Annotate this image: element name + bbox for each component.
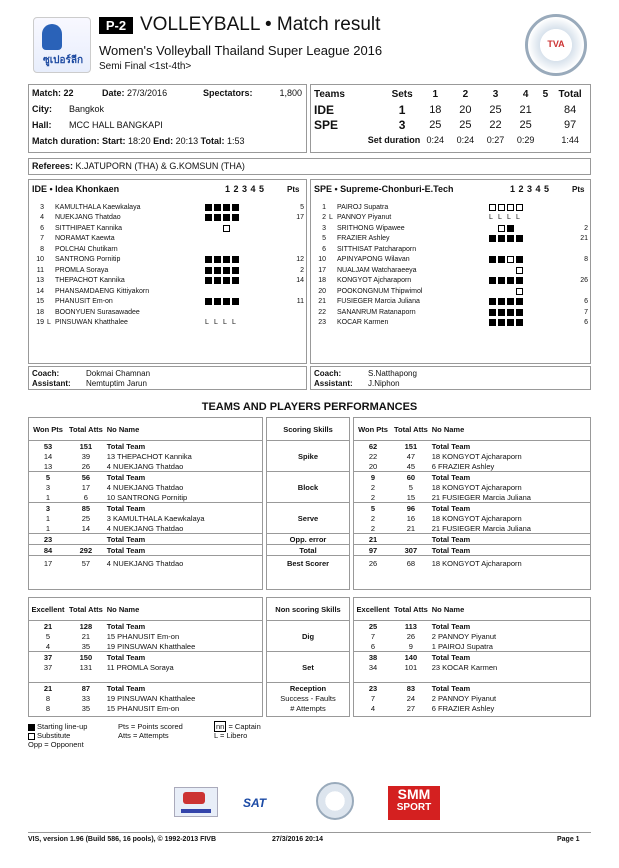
perf-row: 2 16 18 KONGYOT Ajcharaporn: [370, 513, 522, 523]
perf-row: 34 101 23 KOCAR Karmen: [368, 662, 498, 672]
perf-row: 2 21 21 FUSIEGER Marcia Juliana: [370, 523, 531, 533]
perf-row: 22 47 18 KONGYOT Ajcharaporn: [368, 451, 522, 461]
set-marks: [205, 276, 286, 287]
team-b-roster: [314, 202, 588, 328]
player-row: 1 PAIROJ Supatra: [314, 202, 588, 213]
perf-row: 38 140 Total Team: [354, 652, 590, 663]
set-marks: [489, 265, 570, 276]
perf-row: 3 85 Total Team: [29, 503, 262, 514]
team-a-name: IDE • Idea Khonkaen: [32, 184, 120, 194]
perf-row: 4 27 6 FRAZIER Ashley: [370, 703, 495, 713]
footer-page: Page 1: [557, 836, 580, 843]
player-row: 3 SRITHONG Wipawee 2: [322, 224, 588, 232]
player-row: 22 SANANRUM Ratanaporn 7: [318, 308, 588, 316]
perf-row: 1 14 4 NUEKJANG Thatdao: [45, 523, 184, 533]
legend: Starting line-up Substitute Opp = Opponent: [28, 722, 88, 749]
perf-row: 5 96 Total Team: [354, 503, 590, 514]
perf-row: 7 24 2 PANNOY Piyanut: [370, 693, 497, 703]
city: Bangkok: [69, 104, 105, 114]
set-marks: [489, 202, 570, 213]
perf-row: 2 5 18 KONGYOT Ajcharaporn: [370, 482, 522, 492]
scoring-skills: Scoring Skills Spike Block Serve Opp. error Total Best Scorer: [266, 417, 350, 590]
perf-row: 37 150 Total Team: [29, 652, 262, 663]
performance-title: TEAMS AND PLAYERS PERFORMANCES: [201, 401, 418, 413]
sponsor-logo-3: [316, 782, 354, 820]
set-marks: [205, 244, 286, 255]
referees-box: Referees: K.JATUPORN (THA) & G.KOMSUN (THA): [28, 158, 591, 175]
perf-row: 5 56 Total Team: [29, 472, 262, 483]
player-row: 13 THEPACHOT Kannika 14: [36, 277, 304, 285]
perf-row: 20 45 6 FRAZIER Ashley: [368, 461, 495, 471]
logo-text: ซูเปอร์ลีก: [42, 55, 84, 66]
set-marks: [489, 286, 570, 297]
league-logo: [33, 17, 91, 73]
set-marks: [205, 234, 286, 245]
set-marks: [489, 244, 570, 255]
perf-row: [354, 672, 590, 683]
player-row: 10 APINYAPONG Wilavan 8: [318, 256, 588, 264]
league-name: Women's Volleyball Thailand Super League 2016: [99, 43, 383, 58]
set-marks: [205, 265, 286, 276]
hall: MCC HALL BANGKAPI: [69, 120, 163, 130]
player-row: 6 SITTHISAT Patcharaporn: [314, 244, 588, 255]
perf-row: 23 83 Total Team: [354, 683, 590, 694]
team-b-name: SPE • Supreme-Chonburi-E.Tech: [314, 184, 454, 194]
perf-row: 25 113 Total Team: [354, 621, 590, 632]
spectators: 1,800: [279, 88, 302, 98]
perf-row: [29, 672, 262, 683]
player-row: 14 PHANSAMDAENG Kittiyakorn: [32, 286, 304, 297]
player-row: 20 POOKONGNUM Thipwimol: [314, 286, 588, 297]
sponsor-logo-4: SMM SPORT: [388, 786, 440, 820]
player-row: 2 L PANNOY Piyanut L L L L: [314, 213, 588, 224]
set-marks: [205, 286, 286, 297]
perf-row: 6 9 1 PAIROJ Supatra: [370, 641, 493, 651]
player-row: 17 NUALJAM Watcharaeeya: [314, 265, 588, 276]
match-number: 22: [63, 88, 74, 98]
set-marks: [489, 276, 570, 287]
perf-row: 4 35 19 PINSUWAN Khatthalee: [45, 641, 196, 651]
perf-row: 2 15 21 FUSIEGER Marcia Juliana: [370, 492, 531, 502]
stage-name: Semi Final <1st-4th>: [99, 61, 192, 72]
perf-row: 1 6 10 SANTRONG Pornitip: [45, 492, 188, 502]
nonscoring-skills: Non scoring Skills Dig Set Reception Success - Faults # Attempts: [266, 597, 350, 717]
set-marks: [489, 234, 570, 245]
team-a-staff: Coach: Dokmai Chamnan Assistant: Nemtuptim Jarun: [28, 366, 307, 390]
set-marks: [489, 318, 570, 329]
team-b-box: SPE • Supreme-Chonburi-E.Tech 1 2 3 4 5 Pts 1 PAIROJ Supatra 2 L PANNOY Piyanut L L L L 3 SRITHONG Wipawee 2 5 FRAZIER Ashley 21 6 SITTHISAT Patcharaporn 10 APINYAPONG Wilavan 8 17 NUALJAM Watcharaeeya 18 KONGYOT Ajcharaporn 26 20 POOKONGNUM Thipwimol 21 FUSIEGER Marcia Juliana 6 22 SANANRUM Ratanaporn 7 23 KOCAR Karmen 6: [310, 179, 591, 364]
score-table: Teams Sets 1 2 3 4 5 Total IDE 1 18 20 25 21 84 SPE 3 25 25 22 25 97 Set duration 0:24 0:24 0:27 0:29 1:44: [314, 89, 582, 145]
perf-row: 13 26 4 NUEKJANG Thatdao: [43, 461, 184, 471]
set-marks: [205, 297, 286, 308]
player-row: 18 KONGYOT Ajcharaporn 26: [318, 277, 588, 285]
page-tag: P-2: [99, 17, 133, 34]
player-row: 15 PHANUSIT Em-on 11: [36, 298, 304, 306]
player-row: 4 NUEKJANG Thatdao 17: [40, 214, 304, 222]
player-row: 11 PROMLA Soraya 2: [36, 266, 304, 274]
perf-row: 1 25 3 KAMULTHALA Kaewkalaya: [45, 513, 205, 523]
sponsor-logo-1: [174, 787, 218, 817]
set-marks: [205, 223, 286, 234]
perf-row: 62 151 Total Team: [354, 441, 590, 452]
score-box: [310, 84, 591, 153]
perf-row: 5 21 15 PHANUSIT Em-on: [45, 631, 180, 641]
match-date: 27/3/2016: [127, 88, 168, 98]
perf-row: 21 87 Total Team: [29, 683, 262, 694]
player-row: 6 SITTHIPAET Kannika: [32, 223, 304, 234]
set-marks: [205, 307, 286, 318]
team-a-roster: [32, 202, 304, 328]
federation-logo: TVA: [525, 14, 587, 76]
perf-row: 8 35 15 PHANUSIT Em-on: [45, 703, 180, 713]
set-marks: [205, 213, 286, 224]
player-row: 10 SANTRONG Pornitip 12: [36, 256, 304, 264]
footer-date: 27/3/2016 20:14: [272, 836, 323, 843]
set-marks: [489, 307, 570, 318]
set-marks: [205, 255, 286, 266]
player-row: 19 L PINSUWAN Khatthalee L L L L: [32, 318, 304, 329]
perf-row: 37 131 11 PROMLA Soraya: [43, 662, 174, 672]
nonscoring-b: Excellent Total Atts No Name 25 113 Total Team 7 26 2 PANNOY Piyanut 6 9 1 PAIROJ Supatra 38 140 Total Team 34 101 23 KOCAR Karmen 23 83 Total Team 7 24 2 PANNOY Piyanut 4 27 6 FRAZIER Ashley: [353, 597, 591, 717]
nonscoring-a: Excellent Total Atts No Name 21 128 Total Team 5 21 15 PHANUSIT Em-on 4 35 19 PINSUWAN Khatthalee 37 150 Total Team 37 131 11 PROMLA Soraya 21 87 Total Team 8 33 19 PINSUWAN Khatthalee 8 35 15 PHANUSIT Em-on: [28, 597, 263, 717]
set-marks: L L L L: [205, 319, 236, 327]
perf-row: 14 39 13 THEPACHOT Kannika: [43, 451, 192, 461]
perf-row: 21 128 Total Team: [29, 621, 262, 632]
player-row: 23 KOCAR Karmen 6: [318, 319, 588, 327]
set-marks: [205, 202, 286, 213]
set-marks: [489, 255, 570, 266]
set-marks: L L L L: [489, 214, 520, 222]
player-row: 21 FUSIEGER Marcia Juliana 6: [318, 298, 588, 306]
player-row: 8 POLCHAI Chutikarn: [32, 244, 304, 255]
player-row: 3 KAMULTHALA Kaewkalaya 5: [40, 203, 304, 211]
page-title: VOLLEYBALL • Match result: [140, 14, 381, 35]
player-row: 5 FRAZIER Ashley 21: [322, 235, 588, 243]
player-row: 7 NORAMAT Kaewta: [32, 234, 304, 245]
perf-row: 8 33 19 PINSUWAN Khatthalee: [45, 693, 196, 703]
scoring-a: Won Pts Total Atts No Name 53 151 Total Team 14 39 13 THEPACHOT Kannika 13 26 4 NUEKJANG Thatdao 5 56 Total Team 3 17 4 NUEKJANG Thatdao 1 6 10 SANTRONG Pornitip 3 85 Total Team 1 25 3 KAMULTHALA Kaewkalaya 1 14 4 NUEKJANG Thatdao 23 Total Team 84 292 Total Team 17 57 4 NUEKJANG Thatdao: [28, 417, 263, 590]
set-marks: [489, 297, 570, 308]
match-info-box: Match: 22 Date: 27/3/2016 Spectators: 1,800 City: Bangkok Hall: MCC HALL BANGKAPI Match duration: Start: 18:20 End: 20:13 Total: 1:53: [28, 84, 307, 153]
perf-row: 9 60 Total Team: [354, 472, 590, 483]
perf-row: 53 151 Total Team: [29, 441, 262, 452]
team-a-box: IDE • Idea Khonkaen 1 2 3 4 5 Pts 3 KAMULTHALA Kaewkalaya 5 4 NUEKJANG Thatdao 17 6 SITTHIPAET Kannika 7 NORAMAT Kaewta 8 POLCHAI Chutikarn 10 SANTRONG Pornitip 12 11 PROMLA Soraya 2 13 THEPACHOT Kannika 14 14 PHANSAMDAENG Kittiyakorn 15 PHANUSIT Em-on 11 18 BOONYUEN Surasawadee 19 L PINSUWAN Khatthalee L L L L: [28, 179, 307, 364]
referees: K.JATUPORN (THA) & G.KOMSUN (THA): [75, 161, 245, 171]
set-marks: [489, 223, 570, 234]
footer-version: VIS, version 1.96 (Build 586, 16 pools), © 1992-2013 FIVB: [28, 836, 217, 843]
sponsor-logo-2: SAT: [243, 796, 267, 810]
team-b-staff: Coach: S.Natthapong Assistant: J.Niphon: [310, 366, 591, 390]
scoring-b: Won Pts Total Atts No Name 62 151 Total Team 22 47 18 KONGYOT Ajcharaporn 20 45 6 FRAZIER Ashley 9 60 Total Team 2 5 18 KONGYOT Ajcharaporn 2 15 21 FUSIEGER Marcia Juliana 5 96 Total Team 2 16 18 KONGYOT Ajcharaporn 2 21 21 FUSIEGER Marcia Juliana 21 Total Team 97 307 Total Team 26 68 18 KONGYOT Ajcharaporn: [353, 417, 591, 590]
player-row: 18 BOONYUEN Surasawadee: [32, 307, 304, 318]
perf-row: 3 17 4 NUEKJANG Thatdao: [45, 482, 184, 492]
perf-row: 7 26 2 PANNOY Piyanut: [370, 631, 497, 641]
